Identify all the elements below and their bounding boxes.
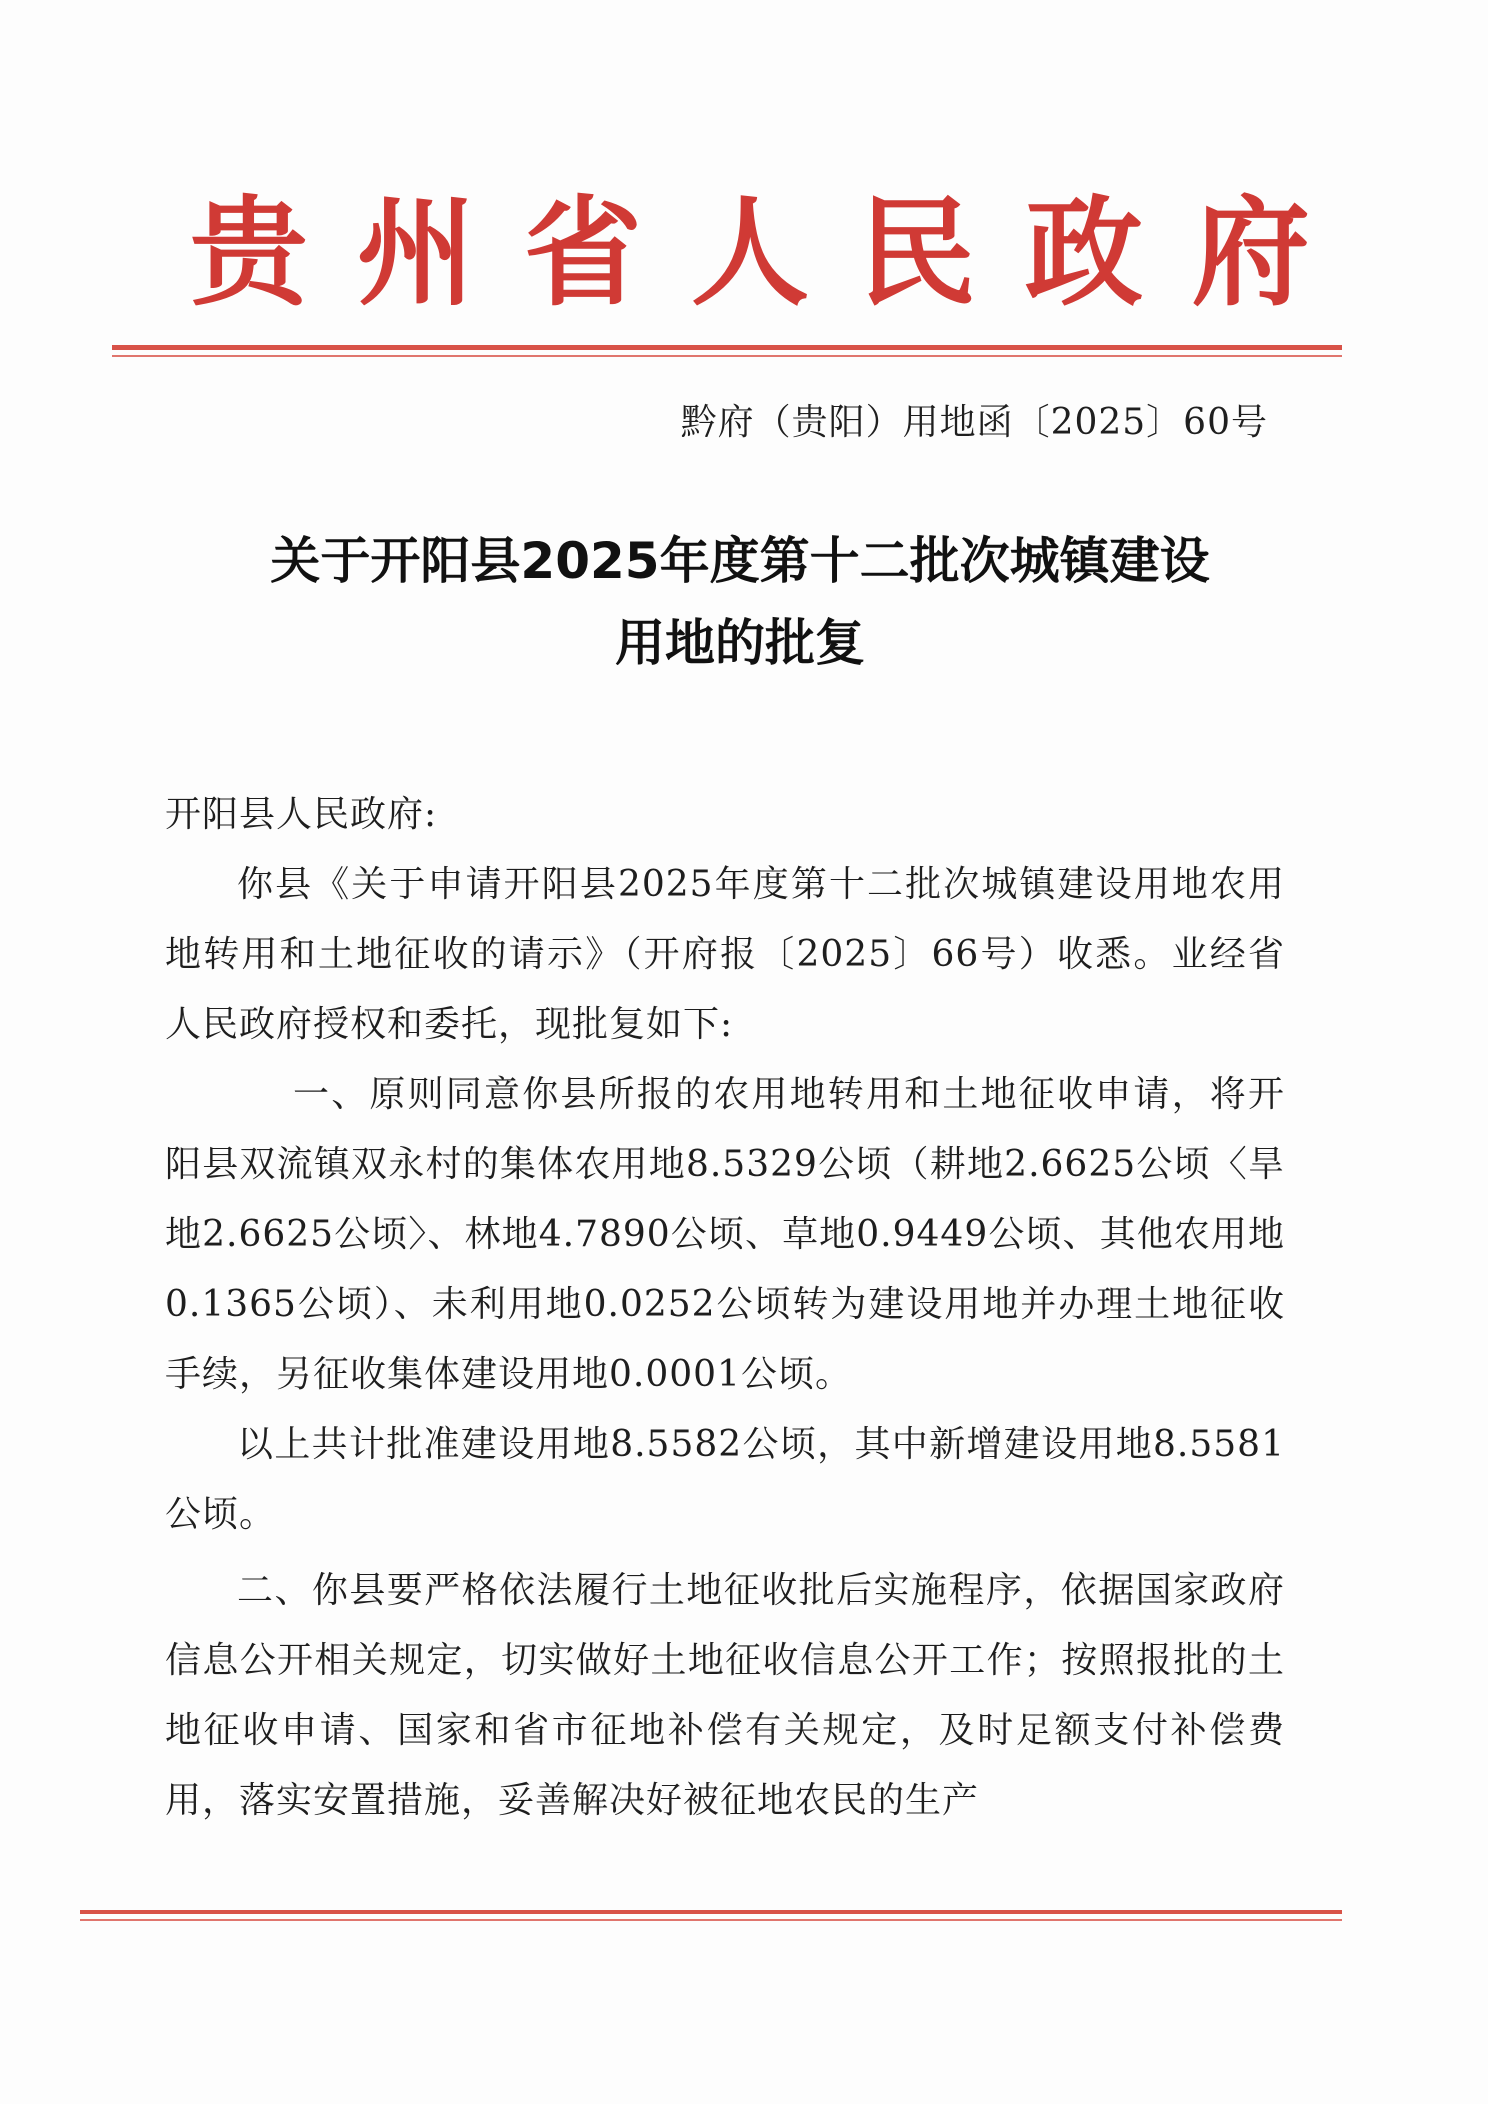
header-char: 政 (1024, 183, 1143, 322)
document-title-line-1: 关于开阳县2025年度第十二批次城镇建设 (270, 532, 1210, 590)
header-red-rule (112, 345, 1342, 350)
header-char: 府 (1191, 183, 1310, 322)
paragraph-approval-item-2: 二、你县要严格依法履行土地征收批后实施程序，依据国家政府信息公开相关规定，切实做好土地征收信息公开工作；按照报批的土地征收申请、国家和省市征地补偿有关规定，及时足额支付补偿费用，落实安置措施，妥善解决好被征地农民的生产 (165, 1570, 1285, 1821)
header-char: 贵 (190, 183, 309, 322)
document-title (150, 520, 1330, 684)
issuing-authority-header (190, 178, 1310, 328)
document-number: 黔府（贵阳）用地函〔2025〕60号 (680, 402, 1268, 443)
header-char: 州 (356, 183, 475, 322)
header-char: 省 (523, 183, 642, 322)
addressee: 开阳县人民政府: (165, 794, 438, 835)
paragraph-total-approved: 以上共计批准建设用地8.5582公顷，其中新增建设用地8.5581公顷。 (165, 1424, 1285, 1535)
header-char: 民 (857, 183, 976, 322)
paragraph-approval-item-1: 一、原则同意你县所报的农用地转用和土地征收申请，将开阳县双流镇双永村的集体农用地8.5329公顷（耕地2.6625公顷〈旱地2.6625公顷〉、林地4.7890公顷、草地0.9449公顷、其他农用地0.1365公顷）、未利用地0.0252公顷转为建设用地并办理土地征收手续，另征收集体建设用地0.0001公顷。 (165, 1074, 1285, 1395)
footer-red-rule-thin (80, 1919, 1342, 1921)
header-red-rule-thin (112, 355, 1342, 357)
document-body (165, 780, 1285, 1836)
document-title-line-2: 用地的批复 (615, 614, 865, 672)
paragraph-request-receipt: 你县《关于申请开阳县2025年度第十二批次城镇建设用地农用地转用和土地征收的请示》（开府报〔2025〕66号）收悉。业经省人民政府授权和委托，现批复如下: (165, 864, 1285, 1045)
header-char: 人 (690, 183, 809, 322)
footer-red-rule (80, 1910, 1342, 1914)
